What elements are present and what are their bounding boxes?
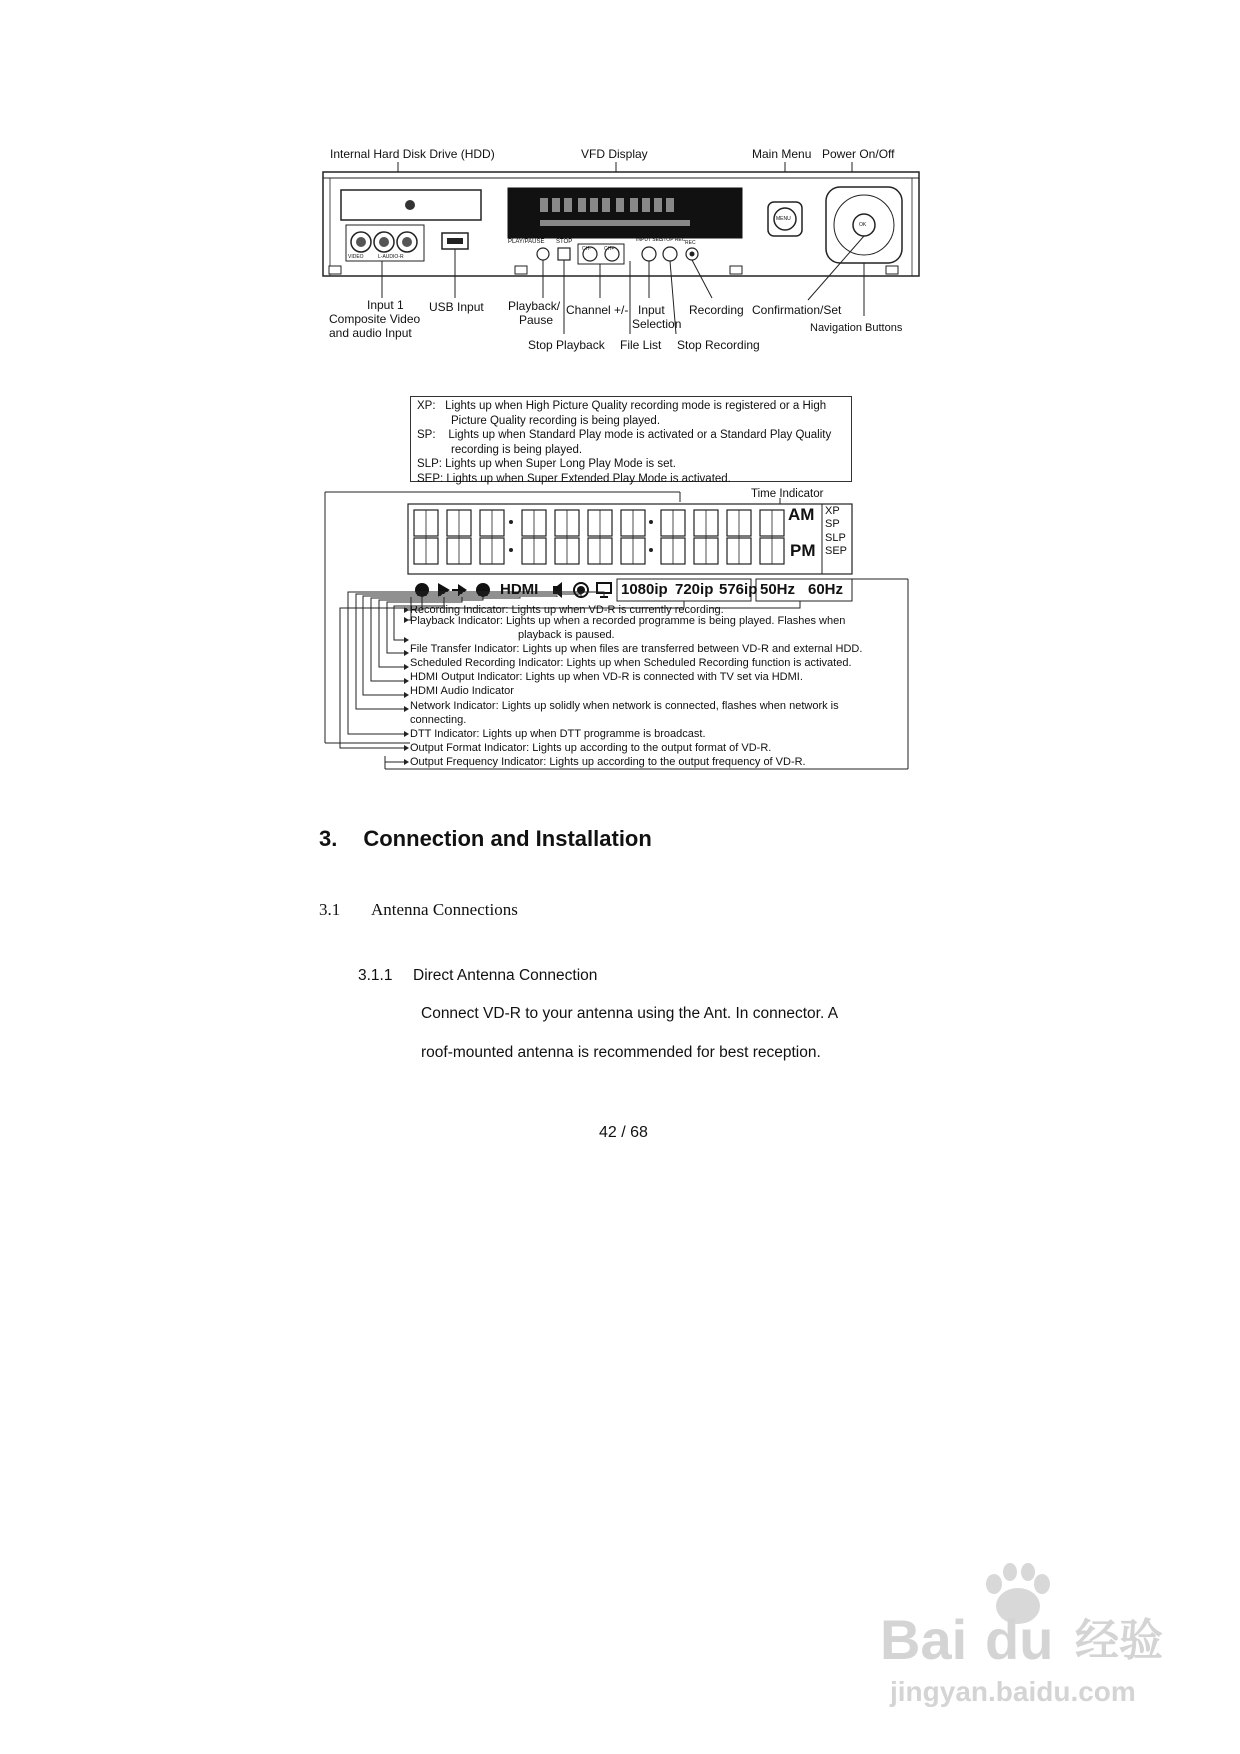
vfd-format-720: 720ip: [675, 581, 714, 598]
vfd-format-576: 576ip: [719, 581, 758, 598]
vfd-freq-50: 50Hz: [760, 581, 796, 598]
caption-audio: L-AUDIO-R: [378, 254, 404, 260]
xp-key: XP:: [417, 400, 436, 412]
vfd-am: AM: [788, 505, 815, 524]
watermark-brand-2: du: [985, 1608, 1054, 1671]
xp-text-2: Picture Quality recording is being played.: [451, 414, 661, 427]
label-file-list: File List: [620, 338, 662, 352]
mode-legend-box: [410, 396, 852, 485]
subsection-title: Antenna Connections: [371, 900, 518, 919]
caption-stop: STOP: [556, 239, 573, 245]
indicator-playback: Playback Indicator: Lights up when a recorded programme is being played. Flashes when: [410, 615, 846, 627]
label-nav: Navigation Buttons: [810, 322, 903, 334]
label-input1-c: and audio Input: [329, 326, 412, 340]
sp-key: SP:: [417, 429, 436, 441]
sp-text: Lights up when Standard Play mode is activated or a Standard Play Quality: [448, 429, 832, 441]
section-heading: [319, 826, 652, 852]
indicator-hdmi-output: HDMI Output Indicator: Lights up when VD-R is connected with TV set via HDMI.: [410, 671, 803, 683]
label-confirm: Confirmation/Set: [752, 303, 842, 317]
xp-text: Lights up when High Picture Quality recording mode is registered or a High: [445, 400, 827, 412]
caption-ch-minus: CH-: [582, 246, 591, 252]
watermark-cn: 经验: [1075, 1616, 1163, 1665]
page-number: 42 / 68: [599, 1124, 648, 1141]
vfd-mode-sp: SP: [825, 518, 840, 530]
watermark-brand: Bai: [880, 1608, 968, 1671]
label-playback-a: Playback/: [508, 299, 561, 313]
indicator-hdmi-audio: HDMI Audio Indicator: [410, 685, 514, 697]
subsection-number: 3.1: [319, 900, 341, 919]
indicator-playback-cont: playback is paused.: [518, 629, 615, 641]
caption-play-pause: PLAY/PAUSE: [508, 239, 545, 245]
slp-line: SLP: Lights up when Super Long Play Mode is set.: [417, 458, 676, 470]
indicator-network-cont: connecting.: [410, 714, 467, 726]
indicator-recording: Recording Indicator: Lights up when VD-R is currently recording.: [410, 604, 724, 616]
paragraph-line-2: roof-mounted antenna is recommended for best reception.: [421, 1044, 821, 1061]
caption-video: VIDEO: [348, 254, 364, 260]
subsubsection-title: Direct Antenna Connection: [413, 967, 598, 984]
label-usb: USB Input: [429, 300, 484, 314]
time-indicator-label: Time Indicator: [751, 488, 824, 500]
label-power: Power On/Off: [822, 147, 895, 161]
subsubsection-number: 3.1.1: [358, 967, 393, 984]
paragraph-line-1: Connect VD-R to your antenna using the Ant. In connector. A: [421, 1005, 839, 1022]
vfd-pm: PM: [790, 541, 816, 560]
vfd-mode-xp: XP: [825, 505, 840, 517]
label-stop-recording: Stop Recording: [677, 338, 760, 352]
label-input-sel-b: Selection: [632, 317, 682, 331]
vfd-format-1080: 1080ip: [621, 581, 668, 598]
label-vfd: VFD Display: [581, 147, 648, 161]
label-input1-a: Input 1: [367, 298, 404, 312]
sp-text-2: recording is being played.: [451, 443, 583, 456]
indicator-file-transfer: File Transfer Indicator: Lights up when files are transferred between VD-R and external HDD.: [410, 643, 863, 655]
caption-ok: OK: [859, 222, 867, 228]
caption-ch-plus: CH+: [604, 246, 615, 252]
indicator-scheduled: Scheduled Recording Indicator: Lights up when Scheduled Recording function is activated.: [410, 657, 852, 669]
indicator-dtt: DTT Indicator: Lights up when DTT programme is broadcast.: [410, 728, 706, 740]
label-stop-playback: Stop Playback: [528, 338, 605, 352]
vfd-hdmi: HDMI: [500, 581, 539, 598]
caption-menu: MENU: [776, 216, 791, 222]
indicator-network: Network Indicator: Lights up solidly when network is connected, flashes when network is: [410, 700, 839, 712]
label-channel: Channel +/-: [566, 303, 629, 317]
label-input1-b: Composite Video: [329, 312, 421, 326]
caption-rec: REC: [685, 240, 696, 246]
caption-stop-rec: STOP REC: [660, 237, 686, 243]
vfd-mode-sep: SEP: [825, 545, 848, 557]
vfd-mode-slp: SLP: [825, 532, 846, 544]
section-number: 3.: [319, 826, 338, 851]
caption-input-sel: INPUT SEL: [636, 237, 662, 243]
vfd-freq-60: 60Hz: [808, 581, 844, 598]
watermark-url: jingyan.baidu.com: [890, 1676, 1136, 1707]
indicator-output-frequency: Output Frequency Indicator: Lights up according to the output frequency of VD-R.: [410, 756, 806, 768]
sep-line: SEP: Lights up when Super Extended Play Mode is activated.: [417, 472, 731, 485]
label-main-menu: Main Menu: [752, 147, 812, 161]
label-playback-b: Pause: [519, 313, 554, 327]
label-input-sel-a: Input: [638, 303, 665, 317]
indicator-output-format: Output Format Indicator: Lights up according to the output format of VD-R.: [410, 742, 772, 754]
section-title: Connection and Installation: [363, 826, 652, 851]
label-hdd: Internal Hard Disk Drive (HDD): [330, 147, 495, 161]
label-recording: Recording: [689, 303, 744, 317]
